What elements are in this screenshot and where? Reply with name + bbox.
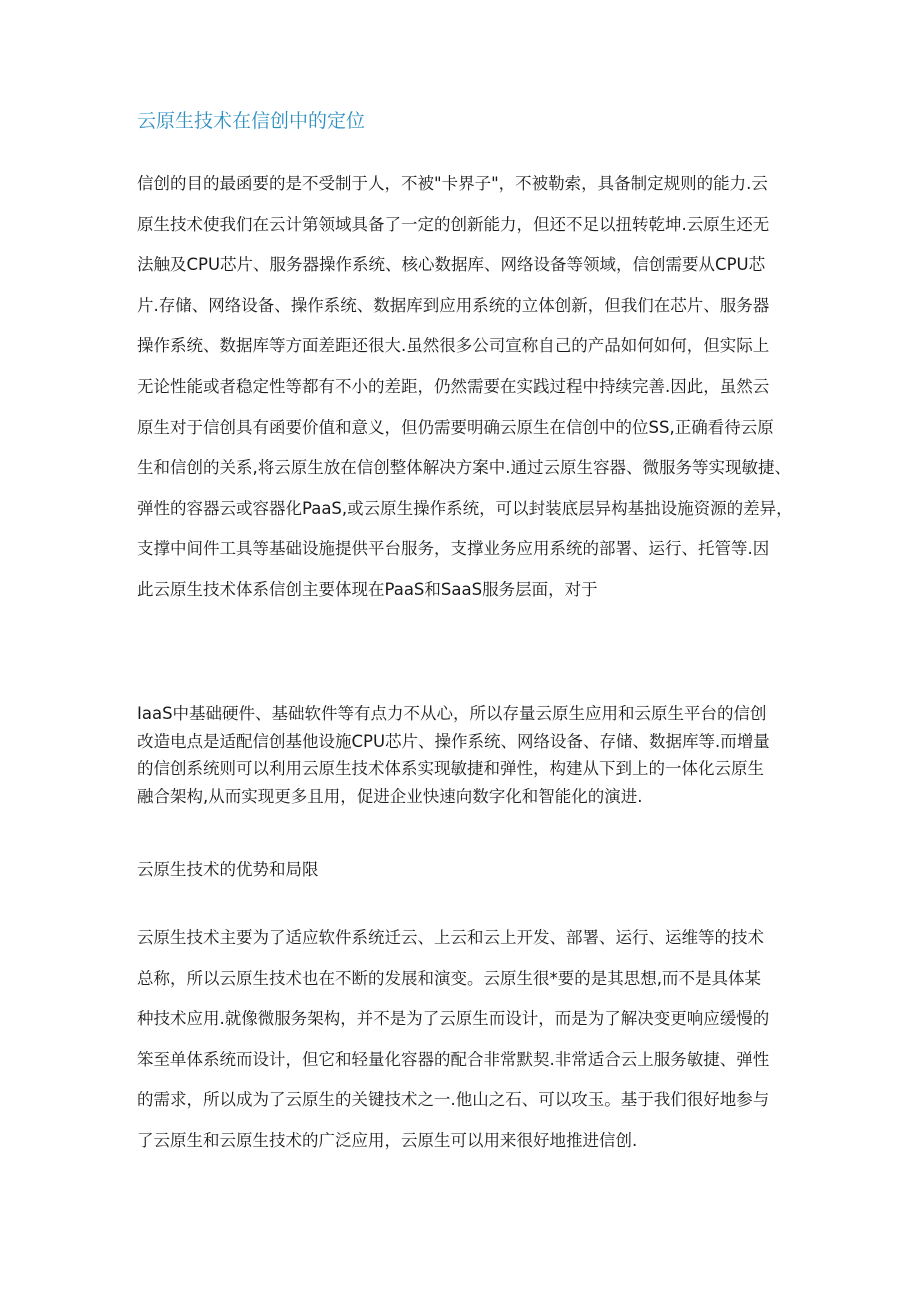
text-line: 的需求，所以成为了云原生的关键技术之一.他山之石、可以攻玉。基于我们很好地参与: [137, 1090, 770, 1109]
text-line: 总称，所以云原生技术也在不断的发展和演变。云原生很*要的是其思想,而不是具体某: [137, 968, 761, 988]
text-line: 种技术应用.就像微服务架构，并不是为了云原生而设计，而是为了解决变更响应缓慢的: [137, 1009, 770, 1028]
section-title-positioning: 云原生技术在信创中的定位: [137, 110, 366, 132]
text-line: 改造电点是适配信创基他设施CPU芯片、操作系统、网络设备、存储、数据库等.而增量: [137, 731, 770, 751]
paragraph-advantages: [137, 918, 787, 1161]
text-line: 法触及CPU芯片、服务器操作系统、核心数据库、网络设备等领域，信创需要从CPU芯: [137, 255, 766, 275]
text-line: 融合架构,从而实现更多且用，促进企业快速向数字化和智能化的演进.: [137, 786, 643, 806]
text-line: 片.存储、网络设备、操作系统、数据库到应用系统的立体创新，但我们在芯片、服务器: [137, 295, 770, 315]
text-line: 支撑中间件工具等基础设施提供平台服务，支撑业务应用系统的部署、运行、托管等.因: [137, 539, 770, 559]
paragraph-positioning: [137, 164, 793, 611]
section-title-advantages: 云原生技术的优势和局限: [137, 860, 319, 879]
paragraph-iaas: [137, 700, 787, 810]
text-line: IaaS中基础硬件、基础软件等有点力不从心，所以存量云原生应用和云原生平台的信创: [137, 704, 767, 723]
text-line: 原生对于信创具有函要价值和意义，但仍需要明确云原生在信创中的位SS,正确看待云原: [137, 417, 774, 437]
text-line: 信创的目的最函要的是不受制于人，不被"卡界子"，不被勒索，具备制定规则的能力.云: [137, 174, 768, 193]
text-line: 操作系统、数据库等方面差距还很大.虽然很多公司宣称自己的产品如何如何，但实际上: [137, 336, 770, 356]
text-line: 的信创系统则可以利用云原生技术体系实现敏捷和弹性，构建从下到上的一体化云原生: [137, 759, 764, 778]
text-line: 生和信创的关系,将云原生放在信创整体解决方案中.通过云原生容器、微服务等实现敏捷、: [137, 458, 791, 478]
text-line: 笨至单体系统而设计，但它和轻量化容器的配合非常默契.非常适合云上服务敏捷、弹性: [137, 1049, 770, 1069]
text-line: 弹性的容器云或容器化PaaS,或云原生操作系统，可以封装底层异构基拙设施资源的差异，: [137, 498, 793, 518]
text-line: 云原生技术主要为了适应软件系统迁云、上云和云上开发、部署、运行、运维等的技术: [137, 928, 764, 947]
text-line: 无论性能或者稳定性等都有不小的差距，仍然需要在实践过程中持续完善.因此，虽然云: [137, 376, 770, 396]
text-line: 此云原生技术体系信创主要体现在PaaS和SaaS服务层面，对于: [137, 579, 598, 599]
text-line: 了云原生和云原生技术的广泛应用，云原生可以用来很好地推进信创.: [137, 1130, 638, 1150]
text-line: 原生技术使我们在云计第领域具备了一定的创新能力，但还不足以扭转乾坤.云原生还无: [137, 214, 770, 234]
